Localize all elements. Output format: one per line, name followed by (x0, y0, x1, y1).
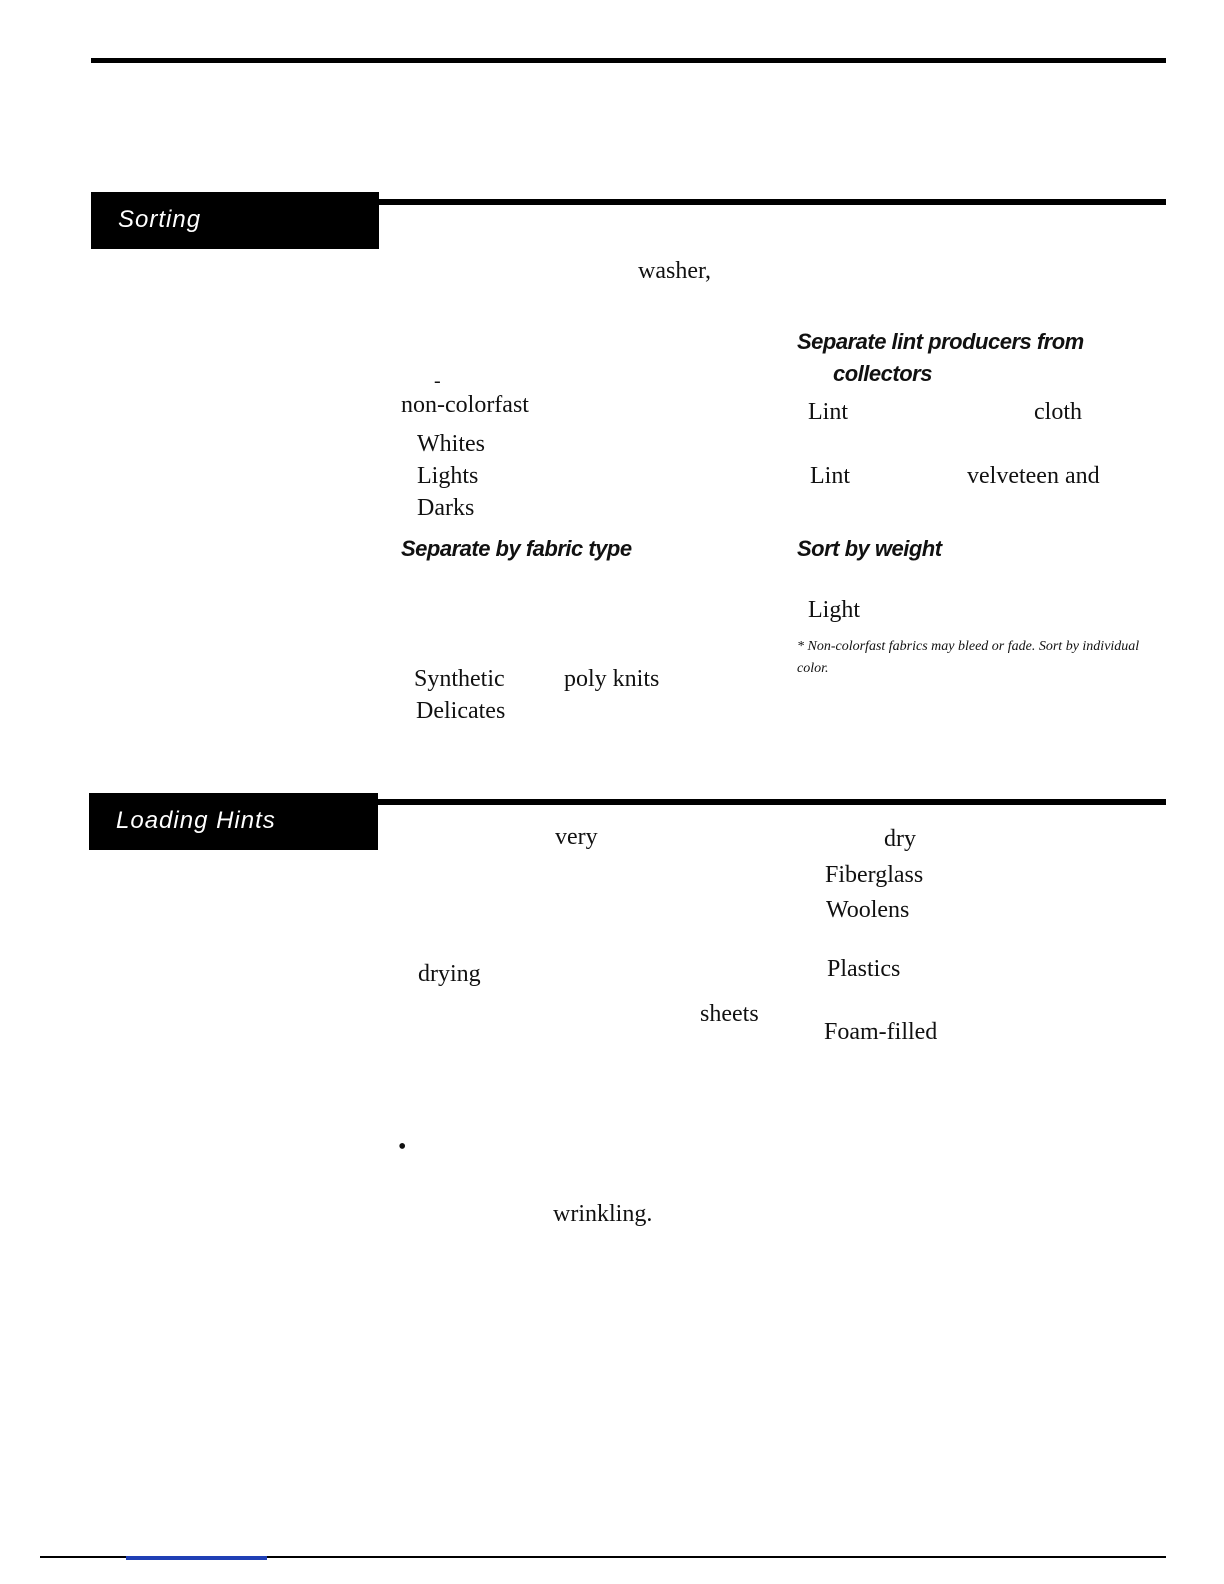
bullet-mark: • (398, 1134, 407, 1160)
whites-item: Whites (417, 431, 485, 457)
delicates-item: Delicates (416, 698, 506, 724)
woolens-item: Woolens (826, 897, 910, 923)
sorting-rule (379, 199, 1166, 205)
footnote: * Non-colorfast fabrics may bleed or fade. Sort by individual color. (797, 639, 1140, 676)
plastics-item: Plastics (827, 956, 901, 982)
foam-filled-item: Foam-filled (824, 1019, 938, 1045)
lights-item: Lights (417, 463, 479, 489)
drying-text: drying (418, 961, 481, 987)
sorting-tab: Sorting (91, 192, 379, 249)
loading-hints-tab: Loading Hints (89, 793, 378, 850)
lint-collectors-heading: collectors (833, 361, 932, 386)
non-colorfast-text: non-colorfast (401, 392, 529, 418)
loading-hints-rule (378, 799, 1166, 805)
synthetic-item: Synthetic (414, 666, 505, 692)
sheets-text: sheets (700, 1001, 759, 1027)
velveteen-text: velveteen and (967, 463, 1100, 489)
lint-item-2: Lint (810, 463, 850, 489)
poly-knits-text: poly knits (564, 666, 660, 692)
separate-fabric-heading: Separate by fabric type (401, 536, 632, 561)
cloth-text: cloth (1034, 399, 1082, 425)
wrinkling-text: wrinkling. (553, 1201, 653, 1227)
top-rule (91, 58, 1166, 63)
fiberglass-item: Fiberglass (825, 862, 924, 888)
very-text: very (555, 824, 598, 850)
dash-mark: - (434, 370, 441, 392)
sort-weight-heading: Sort by weight (797, 536, 942, 561)
darks-item: Darks (417, 495, 475, 521)
light-item: Light (808, 597, 860, 623)
bottom-accent (126, 1556, 267, 1560)
washer-text: washer, (638, 258, 712, 284)
lint-item-1: Lint (808, 399, 848, 425)
dry-text: dry (884, 826, 916, 852)
lint-producers-heading: Separate lint producers from (797, 329, 1084, 354)
